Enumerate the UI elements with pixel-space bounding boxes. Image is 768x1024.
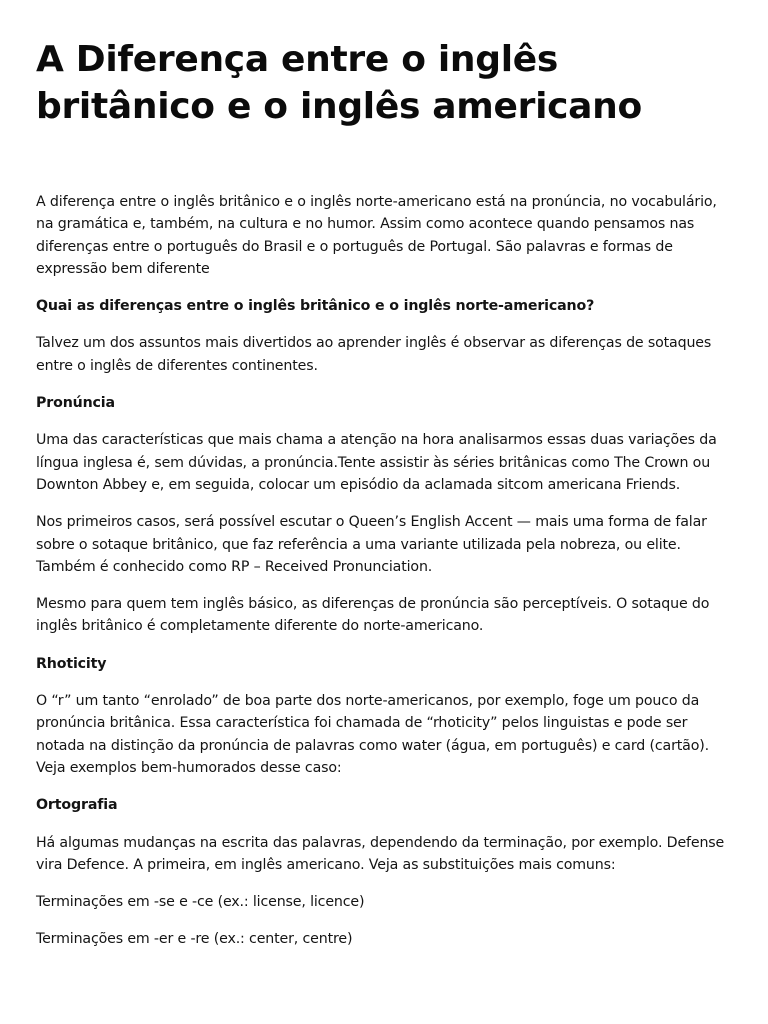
- paragraph-spelling: Há algumas mudanças na escrita das palavras, dependendo da terminação, por exemplo. Defense vira Defence. A primeira, em inglês americano. Veja as substituições mais comuns:: [36, 834, 725, 873]
- section-heading-spelling: Ortografia: [36, 797, 118, 814]
- section-heading-pronunciation: Pronúncia: [36, 395, 115, 412]
- paragraph-perceptible: Mesmo para quem tem inglês básico, as diferenças de pronúncia são perceptíveis. O sotaque do inglês britânico é completamente diferente do norte-americano.: [36, 596, 710, 635]
- paragraph-rhoticity: O “r” um tanto “enrolado” de boa parte dos norte-americanos, por exemplo, foge um pouco da pronúncia britânica. Essa característica foi chamada de “rhoticity” pelos linguistas e pode ser notada na distinção da pronúncia de palavras como water (água, em português) e card (cartão). Veja exemplos bem-humorados desse caso:: [36, 693, 709, 776]
- paragraph-queens-english: Nos primeiros casos, será possível escutar o Queen’s English Accent — mais uma forma de falar sobre o sotaque britânico, que faz referência a uma variante utilizada pela nobreza, ou elite. Também é conhecido como RP – Received Pronunciation.: [36, 514, 707, 575]
- intro-paragraph: A diferença entre o inglês britânico e o inglês norte-americano está na pronúncia, no vocabulário, na gramática e, também, na cultura e no humor. Assim como acontece quando pensamos nas diferenças entre o português do Brasil e o português de Portugal. São palavras e formas de expressão bem diferente: [36, 194, 717, 277]
- paragraph-se-ce: Terminações em -se e -ce (ex.: license, licence): [36, 894, 365, 911]
- document-body: [36, 191, 736, 966]
- paragraph-accents: Talvez um dos assuntos mais divertidos ao aprender inglês é observar as diferenças de sotaques entre o inglês de diferentes continentes.: [36, 335, 712, 374]
- document-title: A Diferença entre o inglês britânico e o inglês americano: [36, 39, 642, 127]
- section-heading-rhoticity: Rhoticity: [36, 655, 107, 672]
- paragraph-pronunciation: Uma das características que mais chama a atenção na hora analisarmos essas duas variações da língua inglesa é, sem dúvidas, a pronúncia.Tente assistir às séries britânicas como The Crown ou Downton Abbey e, em seguida, colocar um episódio da aclamada sitcom americana Friends.: [36, 432, 717, 493]
- section-heading-differences: Quai as diferenças entre o inglês britânico e o inglês norte-americano?: [36, 298, 595, 315]
- paragraph-er-re: Terminações em -er e -re (ex.: center, centre): [36, 931, 353, 948]
